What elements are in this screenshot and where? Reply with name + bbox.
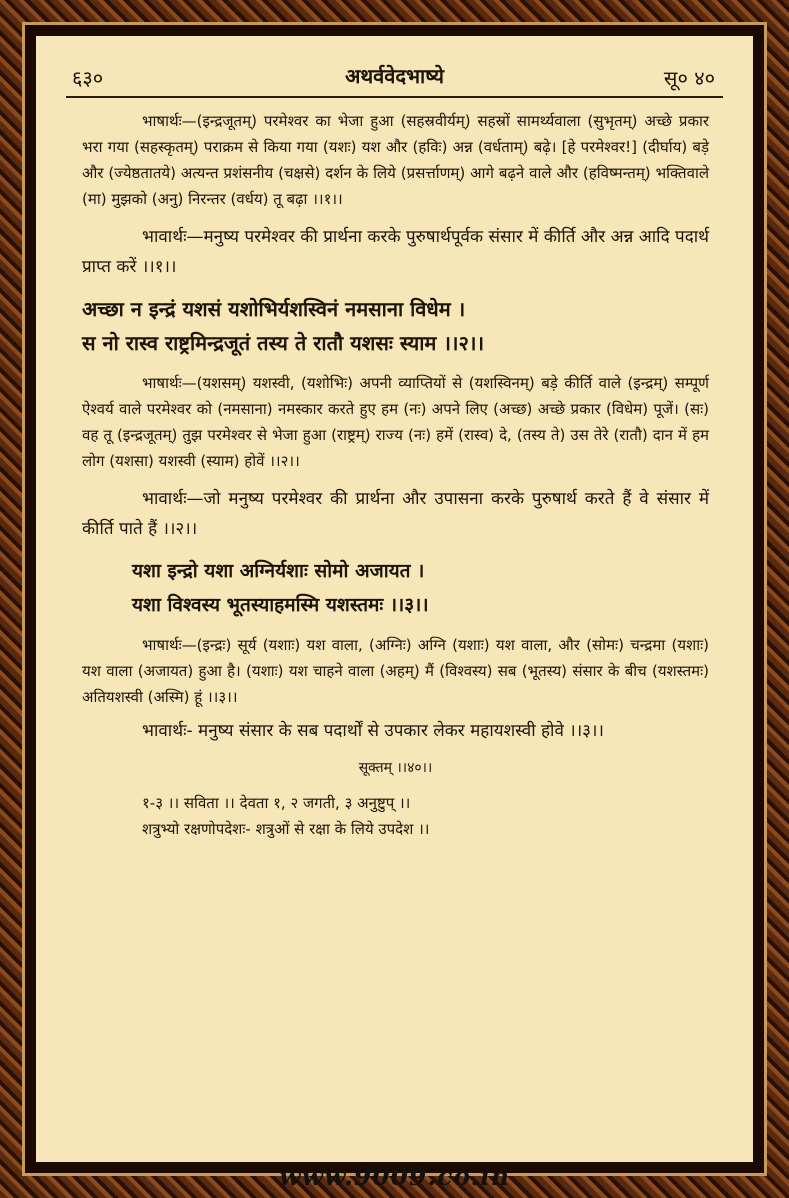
page-content [82,108,709,842]
header-rule [66,96,723,98]
rishi-devata-line: १-३ ।। सविता ।। देवता १, २ जगती, ३ अनुष्टुप् ।। [142,794,411,812]
bhavartha-3: भावार्थः- मनुष्य संसार के सब पदार्थों से उपकार लेकर महायशस्वी होवे ।।३।। [142,721,604,741]
bhashartha-1: भाषार्थः—(इन्द्रजूतम्) परमेश्वर का भेजा हुआ (सहस्रवीर्यम्) सहस्रों सामर्थ्यवाला (सुभृतम्) अच्छे प्रकार भरा गया (सहस्कृतम्) पराक्रम से किया गया (यशः) यश और (हविः) अन्न (वर्धताम्) बढ़े। [हे परमेश्वर!] (दीर्घाय) बड़े और (ज्येष्ठतातये) अत्यन्त प्रशंसनीय (चक्षसे) दर्शन के लिये (प्रसर्त्ताणम्) आगे बढ़ने वाले और (हविष्मन्तम्) भक्तिवाले (मा) मुझको (अनु) निरन्तर (वर्धय) तू बढ़ा ।।१।। [82,112,709,208]
sukta-reference: सू० ४० [663,66,715,90]
page-number: ६३० [72,66,104,90]
page [36,36,753,1162]
book-title: अथर्ववेदभाष्ये [345,64,444,88]
mantra-2-line-1: अच्छा न इन्द्रं यशसं यशोभिर्यशस्विनं नमसाना विधेम । [82,297,466,321]
bhashartha-3: भाषार्थः—(इन्द्रः) सूर्य (यशाः) यश वाला, (अग्निः) अग्नि (यशाः) यश वाला, और (सोमः) चन्द्रमा (यशाः) यश वाला (अजायत) हुआ है। (यशाः) यश चाहने वाला (अहम्) मैं (विश्वस्य) सब (भूतस्य) संसार के बीच (यशस्तमः) अतियशस्वी (अस्मि) हूं ।।३।। [82,636,709,706]
mantra-3-line-2: यशा विश्वस्य भूतस्याहमस्मि यशस्तमः ।।३।। [132,594,429,616]
bhavartha-1: भावार्थः—मनुष्य परमेश्वर की प्रार्थना करके पुरुषार्थपूर्वक संसार में कीर्ति और अन्न आदि पदार्थ प्राप्त करें ।।१।। [82,227,709,277]
upadesha-line: शत्रुभ्यो रक्षणोपदेशः- शत्रुओं से रक्षा के लिये उपदेश ।। [142,820,430,838]
mantra-2-line-2: स नो रास्व राष्ट्रमिन्द्रजूतं तस्य ते रातौ यशसः स्याम ।।२।। [82,331,485,355]
sukta-end-marker: सूक्तम् ।।४०।। [358,760,433,776]
mantra-3-line-1: यशा इन्द्रो यशा अग्निर्यशाः सोमो अजायत । [132,560,425,582]
bhashartha-2: भाषार्थः—(यशसम्) यशस्वी, (यशोभिः) अपनी व्याप्तियों से (यशस्विनम्) बड़े कीर्ति वाले (इन्द्रम्) सम्पूर्ण ऐश्वर्य वाले परमेश्वर को (नमसाना) नमस्कार करते हुए हम (नः) अपने लिए (अच्छ) अच्छे प्रकार (विधेम) पूजें। (सः) वह तू (इन्द्रजूतम्) तुझ परमेश्वर से भेजा हुआ (राष्ट्रम्) राज्य (नः) हमें (रास्व) दे, (तस्य ते) उस तेरे (रातौ) दान में हम लोग (यशसा) यशस्वी (स्याम) होवें ।।२।। [82,374,709,470]
bhavartha-2: भावार्थः—जो मनुष्य परमेश्वर की प्रार्थना और उपासना करके पुरुषार्थ करते हैं वे संसार में कीर्ति पाते हैं ।।२।। [82,489,709,539]
watermark-url: www.9009.co.in [279,1162,510,1191]
page-header [58,58,731,92]
